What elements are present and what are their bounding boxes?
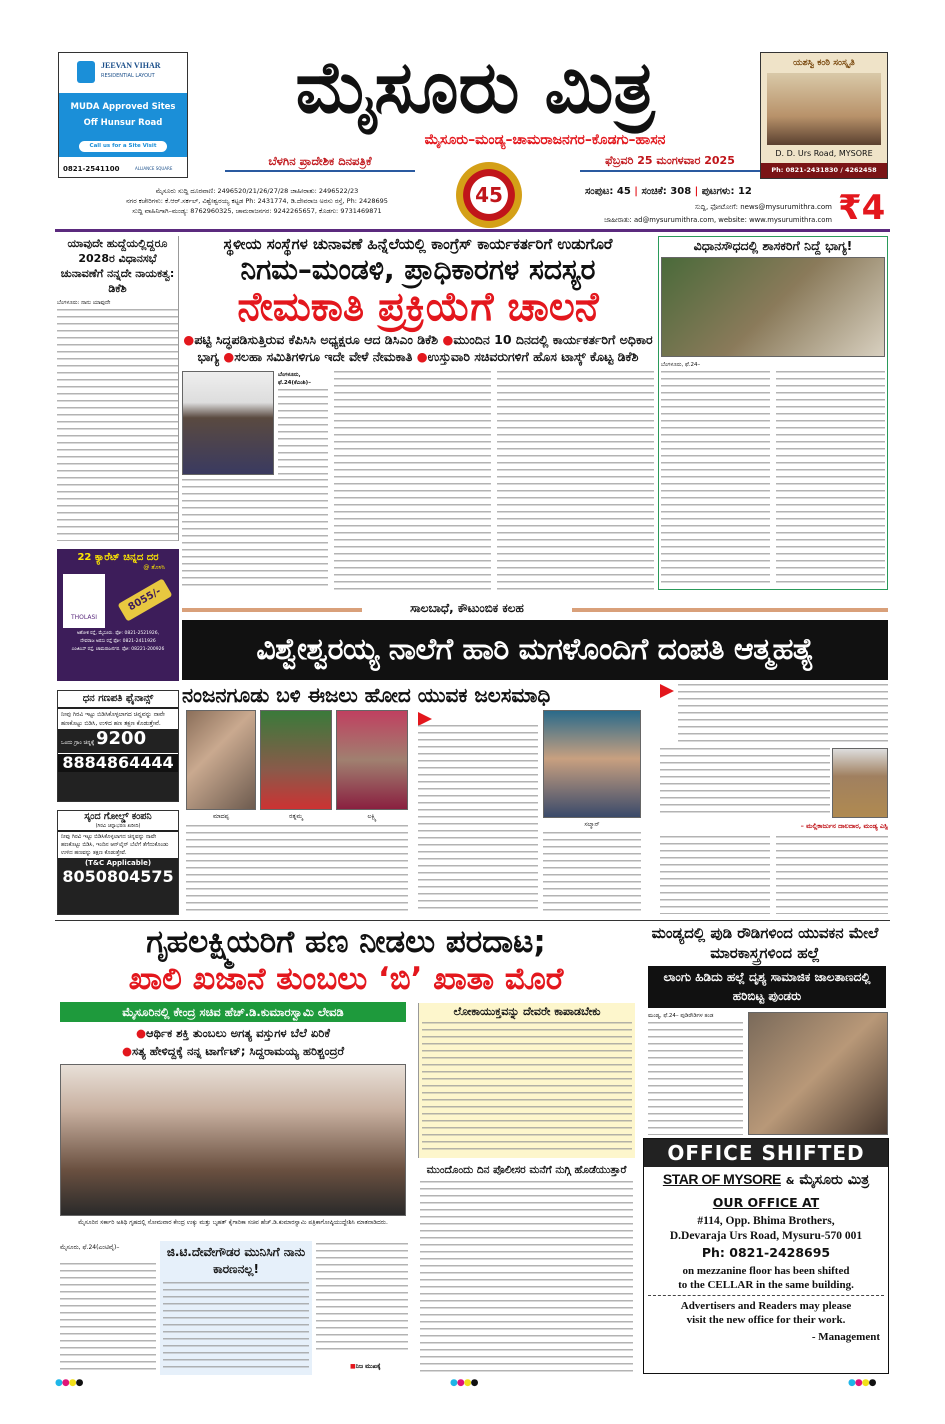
ad-line2: Off Hunsur Road [83, 118, 163, 128]
photo-caption: ಲಕ್ಷ್ಮಿ [367, 813, 377, 820]
photo-caption: ರತ್ನಮ್ಮ [289, 813, 303, 820]
section-rule-left [182, 608, 362, 612]
email-news[interactable]: ಸುದ್ದಿ, ಫೋಟೋಗೆ: news@mysurumithra.com [694, 203, 832, 211]
ad-phone: 8884864444 [58, 753, 178, 772]
volume: ಸಂಪುಟ: 45 [585, 186, 631, 197]
victim-photo [186, 710, 256, 810]
red-arrow-icon [660, 684, 674, 698]
ad-title: 22 ಕ್ಯಾರೆಟ್ ಚಿನ್ನದ ದರ [77, 552, 159, 563]
bottom-bullets: ●ಆರ್ಥಿಕ ಶಕ್ತಿ ತುಂಬಲು ಅಗತ್ಯ ವಸ್ತುಗಳ ಬೆಲೆ ಏರಿಕೆ ●ಸತ್ಯ ಹೇಳಿದ್ದಕ್ಕೆ ನನ್ನ ಟಾರ್ಗೆಟ್; ಸಿದ್ದರಾಮಯ್ಯ ಹರಿಶ್ಚಂದ್ರರೆ [121, 1026, 345, 1058]
contact-line: ನಗರ ಕಚೇರಿಗಳು: ಕೆ.ಆರ್.ಸರ್ಕಲ್, ವಿಶ್ವೇಶ್ವರಯ್ಯ ಕಟ್ಟಡ Ph: 2431774, ಡಿ.ದೇವರಾಜ ಅರಸು ರಸ್ತೆ, Ph: 2428695 [126, 197, 388, 205]
mandya-subhead: ಲಾಂಗು ಹಿಡಿದು ಹಲ್ಲೆ ದೃಶ್ಯ ಸಾಮಾಜಿಕ ಜಾಲತಾಣದಲ್ಲಿ ಹರಿಬಿಟ್ಟ ಪುಂಡರು [648, 966, 886, 1008]
ad-body: ನೀವು ಗಿರವಿ ಇಟ್ಟು ಬಿಡಿಸಿಕೊಳ್ಳಲಾಗದ ಚಿನ್ನವನ್ನು ನಾವೇ ಹಣಕೊಟ್ಟು ಬಿಡಿಸಿ, ಉಳಿದ ಹಣ ತಕ್ಷಣ ಕೊಡುತ್ತೇವೆ. [58, 709, 178, 729]
tragedy-headline: ವಿಶ್ವೇಶ್ವರಯ್ಯ ನಾಲೆಗೆ ಹಾರಿ ಮಗಳೊಂದಿಗೆ ದಂಪತಿ ಆತ್ಮಹತ್ಯೆ [182, 620, 888, 680]
police-headline: ಮುಂದೊಂದು ದಿನ ಪೊಲೀಸರ ಮನೆಗೆ ನುಗ್ಗಿ ಹೊಡೆಯುತ್ತಾರೆ [426, 1164, 627, 1176]
body-text [163, 1282, 309, 1372]
dateline: ಬೆಂಗಳೂರು, ಫೆ.24– [661, 361, 701, 368]
dateline: ಮಂಡ್ಯ, ಫೆ.24– ಪುಡಿರೌಡಿಗಳ ತಂಡ [648, 1013, 714, 1019]
registration-marks: ●●●● [848, 1378, 876, 1388]
site-visit-button[interactable]: Call us for a Site Visit [79, 141, 167, 152]
lead-story [182, 236, 654, 590]
mandya-headline: ಮಂಡ್ಯದಲ್ಲಿ ಪುಡಿ ರೌಡಿಗಳಿಂದ ಯುವಕನ ಮೇಲೆ ಮಾರಕಾಸ್ತ್ರಗಳಿಂದ ಹಲ್ಲೆ [651, 924, 879, 962]
body-text [422, 1022, 632, 1155]
left-story-headline: ಯಾವುದೇ ಹುದ್ದೆಯಲ್ಲಿದ್ದರೂ 2028ರ ವಿಧಾನಸಭೆ ಚುನಾವಣೆಗೆ ನನ್ನದೇ ನಾಯಕತ್ವ: ಡಿಕೆಶಿ [60, 237, 175, 295]
star-of-mysore-logo: STAR OF MYSORE [662, 1171, 781, 1187]
contact-line: ಮೈಸೂರು ಸುದ್ದಿ ದೂರವಾಣಿ: 2496520/21/26/27/28 ಜಾಹೀರಾತು: 2496522/23 [155, 187, 359, 195]
ad-title: ಸ್ಕಂದ ಗೋಲ್ಡ್ ಕಂಪನಿ [58, 811, 178, 823]
office-shifted-notice [643, 1138, 889, 1374]
tragedy-kicker: ಸಾಲಬಾಧೆ, ಕೌಟುಂಬಿಕ ಕಲಹ [410, 601, 524, 615]
issue-number: ಸಂಚಿಕೆ: 308 [641, 186, 692, 197]
body-text [776, 836, 888, 914]
bullet: ಪಟ್ಟಿ ಸಿದ್ಧಪಡಿಸುತ್ತಿರುವ ಕೆಪಿಸಿಸಿ ಅಧ್ಯಕ್ಷರೂ ಆದ ಡಿಸಿಎಂ ಡಿಕೆಶಿ [194, 332, 439, 348]
ad-phone: Ph: 0821-2431830 / 4262458 [761, 163, 887, 178]
youth-photo [543, 710, 641, 818]
bottom-headline-2: ಖಾಲಿ ಖಜಾನೆ ತುಂಬಲು ‘ಬಿ’ ಖಾತಾ ಮೊರೆ [128, 961, 564, 997]
office-address: #114, Opp. Bhima Brothers, [697, 1215, 835, 1227]
issue-meta: ಸಂಪುಟ: 45 | ಸಂಚಿಕೆ: 308 | ಪುಟಗಳು: 12 [585, 186, 752, 197]
dhana-ganapathi-ad[interactable] [57, 690, 179, 802]
body-text [420, 1181, 633, 1373]
ad-brand: ಯಶಸ್ವಿ ಕಂಠಿ ಸಂಸ್ಕೃತಿ [793, 58, 855, 68]
page-count: ಪುಟಗಳು: 12 [701, 186, 752, 197]
bullet: ಆರ್ಥಿಕ ಶಕ್ತಿ ತುಂಬಲು ಅಗತ್ಯ ವಸ್ತುಗಳ ಬೆಲೆ ಏರಿಕೆ [146, 1026, 331, 1040]
ad-phone: 8050804575 [62, 867, 174, 886]
photo-caption: ಮಾದಪ್ಪ [212, 813, 229, 820]
body-text [648, 1022, 743, 1135]
sidebox-headline: ಜಿ.ಟಿ.ದೇವೇಗೌಡರ ಮುನಿಸಿಗೆ ನಾನು ಕಾರಣನಲ್ಲ! [166, 1245, 306, 1276]
office-address: D.Devaraja Urs Road, Mysuru-570 001 [669, 1230, 863, 1242]
skanda-gold-ad[interactable] [57, 810, 179, 915]
email-ad[interactable]: ಜಾಹೀರಾತು: ad@mysurumithra.com, website: www.mysurumithra.com [604, 216, 832, 224]
tagline: ಬೆಳಗಿನ ಪ್ರಾದೇಶಿಕ ದಿನಪತ್ರಿಕೆ [225, 154, 415, 172]
registration-marks: ●●●● [450, 1378, 478, 1388]
body-text [678, 684, 888, 744]
mysuru-mithra-logo: ಮೈಸೂರು ಮಿತ್ರ [799, 1172, 870, 1188]
tholasi-logo: THOLASI [63, 574, 105, 628]
bottom-headlines [57, 924, 635, 998]
body-text [660, 836, 770, 914]
contact-line: ಸುದ್ದಿ ವಾಹಿನಿಗಾಗಿ–ಮಂಡ್ಯ: 8762960325, ಚಾಮರಾಜನಗರ: 9242265657, ಕೊಡಗು: 9731469871 [132, 207, 382, 215]
ad-address: ದೇವರಾಜ ಅರಸು ರಸ್ತೆ ಫೋ: 0821-2411926 [80, 639, 156, 644]
notice-body: Advertisers and Readers may please [680, 1300, 852, 1312]
ad-address: ಅಶೋಕ ರಸ್ತೆ, ಮೈಸೂರು. ಫೋ: 0821-2521926, [76, 631, 160, 636]
notice-subtitle: OUR OFFICE AT [712, 1195, 820, 1210]
notice-signature: - Management [811, 1331, 880, 1343]
photo-caption: ಸಲ್ಮಾನ್ [584, 821, 600, 828]
body-text [316, 1243, 408, 1355]
jeevan-vihar-ad[interactable] [58, 52, 188, 178]
ad-phone: 0821-2541100 [63, 165, 120, 173]
sp-photo [832, 748, 888, 818]
section-rule-right [572, 608, 888, 612]
bullet: ಸತ್ಯ ಹೇಳಿದ್ದಕ್ಕೆ ನನ್ನ ಟಾರ್ಗೆಟ್; ಸಿದ್ದರಾಮಯ್ಯ ಹರಿಶ್ಚಂದ್ರರೆ [131, 1044, 345, 1058]
yashasvi-ad[interactable] [760, 52, 888, 179]
section-divider [55, 920, 890, 921]
mandya-story [642, 923, 888, 1135]
rate-label: ಒಂದು ಗ್ರಾಂ ಚಿನ್ನಕ್ಕೆ [61, 740, 95, 746]
ad-terms: (T&C Applicable) [84, 859, 152, 867]
body-text [661, 371, 770, 587]
ad-at: @ ತೊಳಸಿ [143, 564, 165, 571]
rate-value: 9200 [96, 728, 147, 749]
press-meet-photo [60, 1064, 406, 1216]
ad-address: ಎಂಜಿಎಸ್ ರಸ್ತೆ, ಚಾಮರಾಜನಗರ. ಫೋ: 08221-200926 [71, 647, 165, 652]
red-arrow-icon [418, 712, 432, 726]
anniversary-emblem: 45 [456, 162, 522, 228]
ad-sub: RESIDENTIAL LAYOUT [101, 73, 155, 79]
bullet: ಮುಂದಿನ 10 ದಿನದಲ್ಲಿ ಕಾರ್ಯಕರ್ತರಿಗೆ ಅಧಿಕಾರ ಭಾಗ್ಯ [197, 332, 653, 365]
regions-line: ಮೈಸೂರು–ಮಂಡ್ಯ–ಚಾಮರಾಜನಗರ–ಕೊಡಗು–ಹಾಸನ [424, 132, 666, 148]
body-text [57, 309, 178, 541]
issue-date: ಫೆಬ್ರವರಿ 25 ಮಂಗಳವಾರ 2025 [580, 154, 760, 172]
left-story [57, 236, 179, 541]
quote-byline: – ಮಲ್ಲಿಕಾರ್ಜುನ ದಾಲದಾರ, ಮಂಡ್ಯ ಎಸ್ಪಿ [800, 822, 888, 830]
bottom-lead-top [60, 1002, 406, 1060]
body-text [182, 479, 328, 590]
house-logo-icon [77, 61, 95, 83]
dateline: ಬೆಂಗಳೂರು: ನಾನು ಯಾವುದೇ [57, 300, 111, 306]
body-text [543, 832, 641, 913]
bullet: ಸಲಹಾ ಸಮಿತಿಗಳಿಗೂ ಇದೇ ವೇಳೆ ನೇಮಕಾತಿ [234, 349, 413, 365]
body-text [60, 1263, 156, 1373]
body-text [418, 725, 538, 913]
masthead-divider [55, 229, 890, 232]
bullet: ಉಸ್ತುವಾರಿ ಸಚಿವರುಗಳಿಗೆ ಹೊಸ ಟಾಸ್ಕ್ ಕೊಟ್ಟ ಡಿಕೆಶಿ [427, 349, 639, 365]
dateline: ಮೈಸೂರು, ಫೆ.24(ಎಂಟಿವೈ)– [60, 1244, 120, 1251]
lead-bullets: ●ಪಟ್ಟಿ ಸಿದ್ಧಪಡಿಸುತ್ತಿರುವ ಕೆಪಿಸಿಸಿ ಅಧ್ಯಕ್ಷರೂ ಆದ ಡಿಸಿಎಂ ಡಿಕೆಶಿ ●ಮುಂದಿನ 10 ದಿನದಲ್ಲಿ ಕಾರ್ಯಕರ್ತರಿಗೆ ಅಧಿಕಾರ ಭಾಗ್ಯ ●ಸಲಹಾ ಸಮಿತಿಗಳಿಗೂ ಇದೇ ವೇಳೆ ನೇಮಕಾತಿ ●ಉಸ್ತುವಾರಿ ಸಚಿವರುಗಳಿಗೆ ಹೊಸ ಟಾಸ್ಕ್ ಕೊಟ್ಟ ಡಿಕೆಶಿ [183, 332, 653, 365]
tholasi-ad[interactable] [57, 549, 179, 681]
police-story [418, 1163, 635, 1375]
notice-body: visit the new office for their work. [686, 1314, 846, 1326]
ad-sub: (ಗಿರವಿ ಚಿನ್ನಾಭರಣ ಖರೀದಿ) [58, 823, 178, 830]
ad-body: ನೀವು ಗಿರವಿ ಇಟ್ಟು ಬಿಡಿಸಿಕೊಳ್ಳಲಾಗದ ಚಿನ್ನವನ್ನು ನಾವೇ ಹಣಕೊಟ್ಟು ಬಿಡಿಸಿ, ಇಂದಿನ ಆನ್‌ಲೈನ್ ಬೆಲೆಗೆ ತೆಗೆದುಕೊಂಡು ಉಳಿದ ಹಣವನ್ನು ತಕ್ಷಣ ಕೊಡುತ್ತೇವೆ. [58, 832, 178, 858]
contact-block [62, 186, 452, 216]
bottom-headline-1: ಗೃಹಲಕ್ಷ್ಮಿಯರಿಗೆ ಹಣ ನೀಡಲು ಪರದಾಟ; [146, 924, 546, 960]
showroom-image [767, 73, 881, 145]
body-text [186, 825, 408, 913]
registration-marks: ●●●● [55, 1378, 83, 1388]
gtd-sidebox [160, 1241, 312, 1375]
body-text [497, 371, 654, 590]
lead-headline-2: ನೇಮಕಾತಿ ಪ್ರಕ್ರಿಯೆಗೆ ಚಾಲನೆ [237, 284, 599, 331]
right-top-headline: ವಿಧಾನಸೌಧದಲ್ಲಿ ಶಾಸಕರಿಗೆ ನಿದ್ದೆ ಭಾಗ್ಯ! [693, 238, 853, 253]
lead-kicker: ಸ್ಥಳೀಯ ಸಂಸ್ಥೆಗಳ ಚುನಾವಣೆ ಹಿನ್ನೆಲೆಯಲ್ಲಿ ಕಾಂಗ್ರೆಸ್ ಕಾರ್ಯಕರ್ತರಿಗೆ ಉಡುಗೊರೆ [223, 236, 613, 253]
endmark: ■ನಿಜ ಮುಖಕ್ಕೆ [350, 1363, 381, 1370]
lokayukta-headline: ಲೋಕಾಯುಕ್ತವನ್ನು ದೇವರೇ ಕಾಪಾಡಬೇಕು [453, 1005, 601, 1018]
ampersand: & [785, 1176, 795, 1187]
office-phone: Ph: 0821-2428695 [701, 1245, 831, 1260]
sleeping-mla-story [658, 236, 888, 590]
lead-headline-1: ನಿಗಮ–ಮಂಡಳಿ, ಪ್ರಾಧಿಕಾರಗಳ ಸದಸ್ಯರ [240, 252, 596, 286]
kumaraswamy-banner: ಮೈಸೂರಿನಲ್ಲಿ ಕೇಂದ್ರ ಸಚಿವ ಹೆಚ್.ಡಿ.ಕುಮಾರಸ್ವಾಮಿ ಲೇವಡಿ [60, 1002, 406, 1022]
notice-title: OFFICE SHIFTED [644, 1139, 888, 1167]
body-text [776, 371, 885, 587]
body-text [278, 389, 328, 475]
ad-partner: ALLIANCE SQUARE [135, 166, 173, 171]
victim-photo [260, 710, 332, 810]
ad-brand: JEEVAN VIHAR [101, 61, 161, 70]
assembly-photo [661, 257, 885, 357]
dateline: ಬೆಂಗಳೂರು, ಫೆ.24(ಕೆಎಂಶಿ)– [278, 372, 311, 387]
notice-body: to the CELLAR in the same building. [678, 1279, 854, 1291]
victim-photo [336, 710, 408, 810]
ad-line1: MUDA Approved Sites [70, 102, 176, 112]
assault-photo [748, 1012, 888, 1135]
price-tag: 8055/- [117, 578, 172, 621]
ad-address: D. D. Urs Road, MYSORE [775, 149, 873, 158]
photo-caption: ಮೈಸೂರಿನ ಸರ್ಕಾರಿ ಅತಿಥಿ ಗೃಹದಲ್ಲಿ ಸೋಮವಾರ ಕೇಂದ್ರ ಉಕ್ಕು ಮತ್ತು ಬೃಹತ್ ಕೈಗಾರಿಕಾ ಸಚಿವ ಹೆಚ್.ಡಿ.ಕುಮಾರಸ್ವಾಮಿ ಪತ್ರಿಕಾಗೋಷ್ಠಿಯುದ್ದೇಶಿಸಿ ಮಾತನಾಡಿದರು. [78, 1219, 388, 1226]
dk-shivakumar-photo [182, 371, 274, 475]
body-text [334, 371, 491, 590]
drowning-headline: ನಂಜನಗೂಡು ಬಳಿ ಈಜಲು ಹೋದ ಯುವಕ ಜಲಸಮಾಧಿ [182, 683, 551, 707]
price: ₹4 [838, 188, 886, 228]
ad-title: ಧನ ಗಣಪತಿ ಫೈನಾನ್ಸ್ [58, 691, 178, 707]
notice-body: on mezzanine floor has been shifted [682, 1265, 850, 1277]
newspaper-title: ಮೈಸೂರು ಮಿತ್ರ [295, 45, 655, 129]
body-text [660, 748, 830, 818]
lokayukta-box [418, 1003, 635, 1158]
